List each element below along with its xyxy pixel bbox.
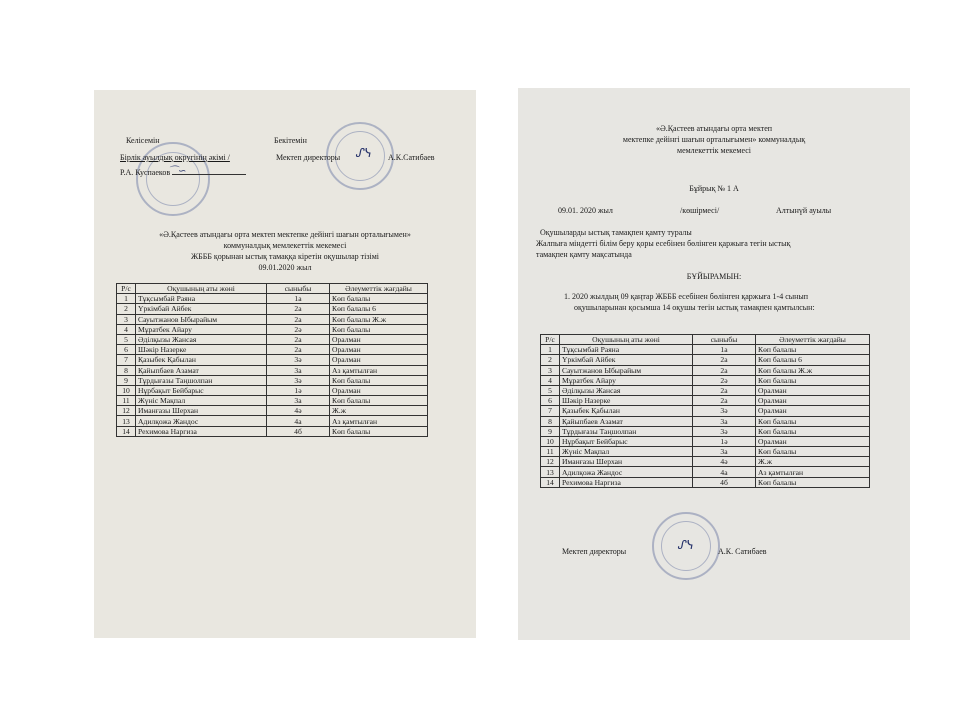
director-label: Мектеп директоры (562, 547, 627, 556)
social-status: Көп балалы (756, 375, 870, 385)
table-row (541, 467, 870, 477)
students-table-left (116, 283, 428, 437)
table-row (117, 396, 428, 406)
akim-org-label: Бірлік ауылдық округінің әкімі / (120, 153, 230, 162)
class-grade: 1а (267, 294, 330, 304)
table-row (117, 406, 428, 416)
social-status: Оралман (330, 345, 428, 355)
left-document-page (94, 90, 476, 638)
table-row (117, 385, 428, 395)
student-name: Шәкір Назерке (136, 345, 267, 355)
social-status: Көп балалы (756, 447, 870, 457)
student-name: Қайыпбаев Азамат (560, 416, 693, 426)
class-grade: 2ә (267, 324, 330, 334)
social-status: Көп балалы (756, 416, 870, 426)
social-status: Көп балалы Ж.ж (756, 365, 870, 375)
column-header: сыныбы (693, 335, 756, 345)
row-number: 10 (117, 385, 136, 395)
table-row (541, 385, 870, 395)
row-number: 13 (541, 467, 560, 477)
list-title-line-4: 09.01.2020 жыл (258, 263, 312, 272)
social-status: Оралман (330, 355, 428, 365)
social-status: Оралман (756, 396, 870, 406)
social-status: Көп балалы (330, 426, 428, 436)
table-header-row (117, 284, 428, 294)
row-number: 11 (117, 396, 136, 406)
social-status: Оралман (756, 385, 870, 395)
student-name: Тұқсымбай Раяна (136, 294, 267, 304)
table-row (541, 345, 870, 355)
column-header: Оқушының аты жөні (560, 335, 693, 345)
social-status: Көп балалы (756, 345, 870, 355)
table-row (541, 355, 870, 365)
student-name: Иманғазы Шерхан (136, 406, 267, 416)
class-grade: 1ә (693, 436, 756, 446)
row-number: 9 (117, 375, 136, 385)
row-number: 12 (117, 406, 136, 416)
director-name: А.К. Сатибаев (718, 547, 767, 556)
class-grade: 2а (267, 334, 330, 344)
student-name: Нұрбақыт Бейбарыс (560, 436, 693, 446)
class-grade: 2а (693, 396, 756, 406)
student-name: Тұрдығазы Таңшолпан (560, 426, 693, 436)
class-grade: 1а (693, 345, 756, 355)
student-name: Адилқожа Жандос (560, 467, 693, 477)
director-name: А.К.Сатибаев (388, 153, 435, 162)
class-grade: 4а (693, 467, 756, 477)
table-row (541, 477, 870, 487)
subject-line-2: Жалпыға міндетті білім беру қоры есебінен бөлінген қаржыға тегін ыстық (536, 239, 791, 248)
akim-name: Р.А. Куспаеков (120, 168, 171, 177)
school-name-line-1: «Ә.Қастеев атындағы орта мектеп (655, 124, 773, 133)
social-status: Оралман (756, 406, 870, 416)
table-row (117, 426, 428, 436)
social-status: Аз қамтылған (330, 365, 428, 375)
subject-line-1: Оқушыларды ыстық тамақпен қамту туралы (540, 228, 692, 237)
class-grade: 3а (693, 447, 756, 457)
social-status: Көп балалы 6 (756, 355, 870, 365)
student-name: Үркімбай Айбек (136, 304, 267, 314)
class-grade: 3ә (693, 426, 756, 436)
director-label: Мектеп директоры (276, 153, 341, 162)
student-name: Рехимова Наргиза (136, 426, 267, 436)
class-grade: 3ә (267, 355, 330, 365)
class-grade: 4б (267, 426, 330, 436)
students-table-right (540, 334, 870, 488)
row-number: 1 (117, 294, 136, 304)
class-grade: 2а (693, 355, 756, 365)
social-status: Ж.ж (756, 457, 870, 467)
school-name-line-2: мектепке дейінгі шағын орталығымен» коммуналдық (622, 135, 806, 144)
table-row (117, 345, 428, 355)
class-grade: 2а (693, 365, 756, 375)
social-status: Оралман (330, 334, 428, 344)
table-row (541, 396, 870, 406)
social-status: Аз қамтылған (756, 467, 870, 477)
row-number: 2 (541, 355, 560, 365)
order-item-line-1: 1. 2020 жылдың 09 қаңтар ЖБББ есебінен бөлінген қаржыға 1-4 сынып (564, 292, 809, 301)
school-name-line-3: мемлекеттік мекемесі (677, 146, 751, 155)
table-row (541, 447, 870, 457)
student-name: Үркімбай Айбек (560, 355, 693, 365)
class-grade: 3а (693, 416, 756, 426)
class-grade: 3ә (267, 375, 330, 385)
row-number: 11 (541, 447, 560, 457)
student-name: Әділқызы Жансая (560, 385, 693, 395)
row-number: 14 (117, 426, 136, 436)
director-signature: ᔑᓭ (356, 146, 372, 160)
class-grade: 3а (267, 396, 330, 406)
student-name: Мұратбек Айару (560, 375, 693, 385)
social-status: Көп балалы 6 (330, 304, 428, 314)
student-name: Жүніс Мақпал (560, 447, 693, 457)
column-header: Әлеуметтік жағдайы (756, 335, 870, 345)
student-name: Сауытжанов Ыбырайым (136, 314, 267, 324)
column-header: Р/с (541, 335, 560, 345)
class-grade: 2а (693, 385, 756, 395)
student-name: Иманғазы Шерхан (560, 457, 693, 467)
row-number: 14 (541, 477, 560, 487)
student-name: Нұрбақыт Бейбарыс (136, 385, 267, 395)
class-grade: 2а (267, 345, 330, 355)
table-row (117, 294, 428, 304)
table-row (117, 416, 428, 426)
row-number: 13 (117, 416, 136, 426)
row-number: 6 (541, 396, 560, 406)
class-grade: 4ә (693, 457, 756, 467)
subject-line-3: тамақпен қамту мақсатында (536, 250, 632, 259)
class-grade: 1ә (267, 385, 330, 395)
column-header: Р/с (117, 284, 136, 294)
row-number: 12 (541, 457, 560, 467)
column-header: Оқушының аты жөні (136, 284, 267, 294)
table-row (117, 304, 428, 314)
approve-right-label: Бекітемін (274, 136, 307, 145)
social-status: Аз қамтылған (330, 416, 428, 426)
student-name: Жүніс Мақпал (136, 396, 267, 406)
village-name: Алтынүй ауылы (776, 206, 832, 215)
row-number: 10 (541, 436, 560, 446)
akim-signature-line (172, 174, 246, 175)
order-copy-label: /көшірмесі/ (680, 206, 720, 215)
akim-signature: ⌒∽ (168, 166, 187, 177)
director-signature: ᔑᓭ (678, 538, 694, 552)
row-number: 7 (117, 355, 136, 365)
row-number: 3 (541, 365, 560, 375)
table-row (117, 365, 428, 375)
table-row (117, 375, 428, 385)
row-number: 3 (117, 314, 136, 324)
social-status: Көп балалы (756, 477, 870, 487)
table-row (541, 406, 870, 416)
student-name: Адилқожа Жандос (136, 416, 267, 426)
social-status: Көп балалы Ж.ж (330, 314, 428, 324)
column-header: сыныбы (267, 284, 330, 294)
order-item-line-2: оқушыларынан қосымша 14 оқушы тегін ыстық тамақпен қамтылсын: (574, 303, 815, 312)
row-number: 9 (541, 426, 560, 436)
class-grade: 4б (693, 477, 756, 487)
student-name: Мұратбек Айару (136, 324, 267, 334)
table-row (117, 314, 428, 324)
table-row (541, 416, 870, 426)
list-title-line-3: ЖБББ қорынан ыстық тамаққа кіретін оқушылар тізімі (190, 252, 380, 261)
class-grade: 2а (267, 304, 330, 314)
order-title: Бұйрық № 1 А (689, 184, 739, 193)
table-row (541, 365, 870, 375)
social-status: Оралман (330, 385, 428, 395)
student-name: Сауытжанов Ыбырайым (560, 365, 693, 375)
row-number: 7 (541, 406, 560, 416)
social-status: Көп балалы (330, 396, 428, 406)
class-grade: 2ә (693, 375, 756, 385)
student-name: Қазыбек Қабылан (136, 355, 267, 365)
social-status: Көп балалы (330, 375, 428, 385)
list-title-line-1: «Ә.Қастеев атындағы орта мектеп мектепке дейінгі шағын орталығымен» (159, 230, 411, 239)
table-header-row (541, 335, 870, 345)
approve-left-label: Келісемін (126, 136, 160, 145)
class-grade: 3а (267, 365, 330, 375)
row-number: 5 (117, 334, 136, 344)
social-status: Көп балалы (330, 324, 428, 334)
column-header: Әлеуметтік жағдайы (330, 284, 428, 294)
table-row (117, 324, 428, 334)
social-status: Ж.ж (330, 406, 428, 416)
table-row (117, 334, 428, 344)
table-row (541, 436, 870, 446)
social-status: Көп балалы (756, 426, 870, 436)
student-name: Қайыпбаев Азамат (136, 365, 267, 375)
class-grade: 4а (267, 416, 330, 426)
table-row (541, 426, 870, 436)
row-number: 2 (117, 304, 136, 314)
student-name: Қазыбек Қабылан (560, 406, 693, 416)
class-grade: 3ә (693, 406, 756, 416)
row-number: 1 (541, 345, 560, 355)
social-status: Көп балалы (330, 294, 428, 304)
row-number: 8 (541, 416, 560, 426)
list-title-line-2: коммуналдық мемлекеттік мекемесі (223, 241, 347, 250)
right-document-page (518, 88, 910, 640)
row-number: 8 (117, 365, 136, 375)
table-row (541, 375, 870, 385)
row-number: 4 (117, 324, 136, 334)
student-name: Тұқсымбай Раяна (560, 345, 693, 355)
row-number: 4 (541, 375, 560, 385)
social-status: Оралман (756, 436, 870, 446)
table-row (117, 355, 428, 365)
row-number: 5 (541, 385, 560, 395)
order-word: БҰЙЫРАМЫН: (686, 272, 742, 281)
student-name: Тұрдығазы Таңшолпан (136, 375, 267, 385)
row-number: 6 (117, 345, 136, 355)
order-date: 09.01. 2020 жыл (558, 206, 613, 215)
student-name: Әділқызы Жансая (136, 334, 267, 344)
table-row (541, 457, 870, 467)
class-grade: 2а (267, 314, 330, 324)
class-grade: 4ә (267, 406, 330, 416)
student-name: Шәкір Назерке (560, 396, 693, 406)
student-name: Рехимова Наргиза (560, 477, 693, 487)
